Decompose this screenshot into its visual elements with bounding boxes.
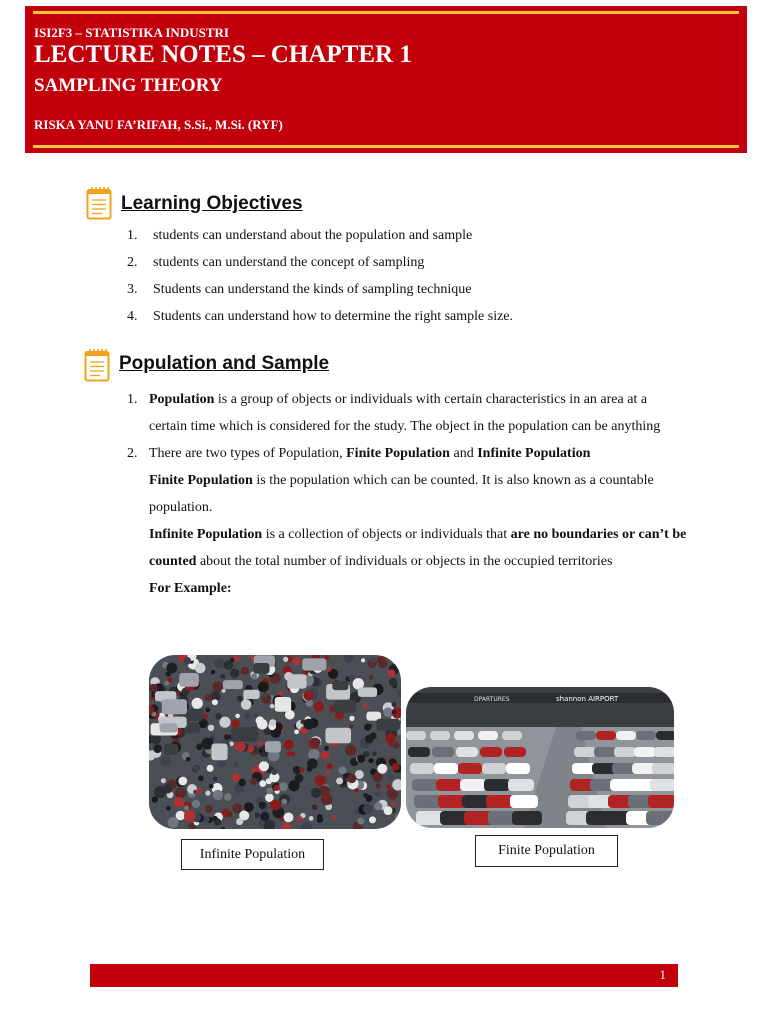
- list-number: 2.: [127, 446, 138, 461]
- example-label: [149, 575, 687, 602]
- infinite-text-end: about the total number of individuals or objects in the occupied territories: [196, 554, 613, 569]
- notepad-icon: [86, 186, 112, 220]
- list-text: students can understand about the population and sample: [153, 228, 473, 243]
- list-number: 1.: [127, 228, 138, 243]
- author-name: RISKA YANU FA’RIFAH, S.Si., M.Si. (RYF): [34, 117, 283, 132]
- infinite-population-photo: [149, 655, 401, 829]
- document-subtitle: SAMPLING THEORY: [34, 75, 223, 96]
- types-intro: There are two types of Population,: [149, 446, 347, 461]
- list-body: [149, 386, 687, 440]
- term-finite: Finite Population: [346, 446, 450, 461]
- infinite-text: is a collection of objects or individuals that: [262, 527, 511, 542]
- list-item: [127, 440, 687, 602]
- header-bottom-rule: [33, 145, 739, 148]
- airport-sign: shannon AIRPORT: [556, 695, 619, 703]
- objectives-list: [127, 226, 727, 334]
- list-number: 4.: [127, 309, 138, 324]
- list-number: 2.: [127, 255, 138, 270]
- list-text: students can understand the concept of sampling: [153, 255, 425, 270]
- infinite-emphasis: are no boundaries or can’t be counted: [149, 527, 687, 569]
- finite-population-photo: [406, 687, 674, 828]
- term-infinite: Infinite Population: [477, 446, 591, 461]
- list-item: [127, 307, 727, 334]
- population-definition: is a group of objects or individuals with certain characteristics in an area at a certain time which is considered for the study. The object in the population can be anything: [149, 392, 661, 434]
- list-number: 3.: [127, 282, 138, 297]
- term-population: Population: [149, 392, 215, 407]
- list-item: [127, 253, 727, 280]
- conjunction: and: [449, 446, 478, 461]
- section-title-population-and-sample: Population and Sample: [119, 353, 330, 374]
- types-sentence: [149, 440, 687, 467]
- list-number: 1.: [127, 392, 138, 407]
- section-title-learning-objectives: Learning Objectives: [121, 193, 303, 214]
- crowd-traffic-image: [149, 655, 401, 829]
- population-list: [127, 386, 687, 602]
- footer-band: [90, 964, 678, 987]
- list-item: [127, 280, 727, 307]
- finite-term: Finite Population: [149, 473, 253, 488]
- list-text: Students can understand how to determine the right sample size.: [153, 309, 514, 324]
- list-body: [149, 440, 687, 602]
- page-number: 1: [659, 967, 666, 982]
- course-code: ISI2F3 – STATISTIKA INDUSTRI: [34, 25, 229, 40]
- header-top-rule: [33, 11, 739, 14]
- finite-text: is the population which can be counted. It is also known as a countable population.: [149, 473, 654, 515]
- finite-definition: [149, 467, 687, 521]
- header-band: [25, 6, 747, 153]
- list-text: Students can understand the kinds of sampling technique: [153, 282, 472, 297]
- parking-lot-image: [406, 687, 674, 828]
- infinite-term: Infinite Population: [149, 527, 263, 542]
- terminal-sign: DPARTURES: [474, 696, 510, 703]
- example-label-text: For Example:: [149, 581, 232, 596]
- caption-infinite-population: Infinite Population: [181, 839, 324, 870]
- notepad-icon: [84, 348, 110, 382]
- list-item: [127, 226, 727, 253]
- infinite-definition: [149, 521, 687, 575]
- document-title: LECTURE NOTES – CHAPTER 1: [34, 41, 412, 68]
- list-item: [127, 386, 687, 440]
- caption-finite-population: Finite Population: [475, 835, 618, 867]
